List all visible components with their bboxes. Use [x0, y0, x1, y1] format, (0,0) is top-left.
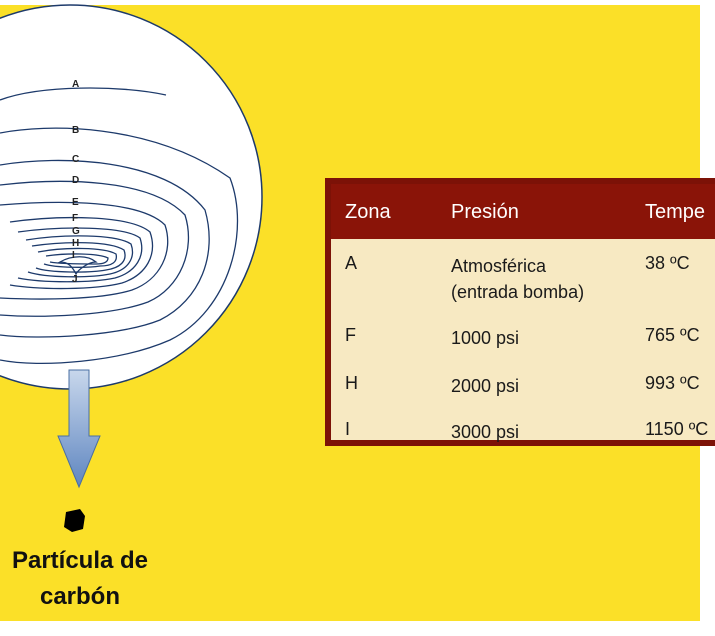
- header-zona: Zona: [345, 201, 391, 223]
- carbon-particle-icon: [64, 509, 85, 532]
- zone-letter-j: J: [72, 274, 78, 285]
- cell-zona: A: [345, 253, 358, 273]
- zone-pressure-table: [325, 178, 715, 446]
- cell-temperatura: 38 ºC: [645, 253, 690, 273]
- zone-letter-e: E: [72, 197, 79, 208]
- cell-presion: [451, 253, 584, 305]
- caption-line-2: carbón: [39, 583, 120, 610]
- cell-temperatura: 993 ºC: [645, 373, 700, 393]
- zone-letter-c: C: [72, 154, 80, 165]
- cell-temperatura: 1150 ºC: [645, 419, 709, 439]
- zone-letter-i: I: [72, 250, 75, 261]
- cell-temperatura: 765 ºC: [645, 325, 700, 345]
- zone-letter-d: D: [72, 175, 80, 186]
- header-presion: Presión: [451, 201, 519, 223]
- zone-letter-b: B: [72, 125, 80, 136]
- zone-letter-h: H: [72, 238, 80, 249]
- cell-presion-line-1: Atmosférica: [451, 256, 547, 276]
- cell-presion: 1000 psi: [451, 328, 520, 348]
- carbon-particle-caption: [0, 543, 160, 615]
- zone-letter-g: G: [72, 226, 80, 237]
- cell-zona: I: [345, 419, 351, 439]
- table-header: [331, 184, 715, 239]
- caption-line-1: Partícula de: [11, 547, 149, 574]
- header-temperatura: Tempe: [645, 201, 706, 223]
- cell-presion-line-2: (entrada bomba): [451, 282, 585, 302]
- cell-zona: F: [345, 325, 356, 345]
- cell-presion: 3000 psi: [451, 422, 520, 442]
- cell-zona: H: [345, 373, 358, 393]
- zone-letter-a: A: [72, 79, 80, 90]
- cell-presion: 2000 psi: [451, 376, 520, 396]
- zone-letter-f: F: [72, 213, 79, 224]
